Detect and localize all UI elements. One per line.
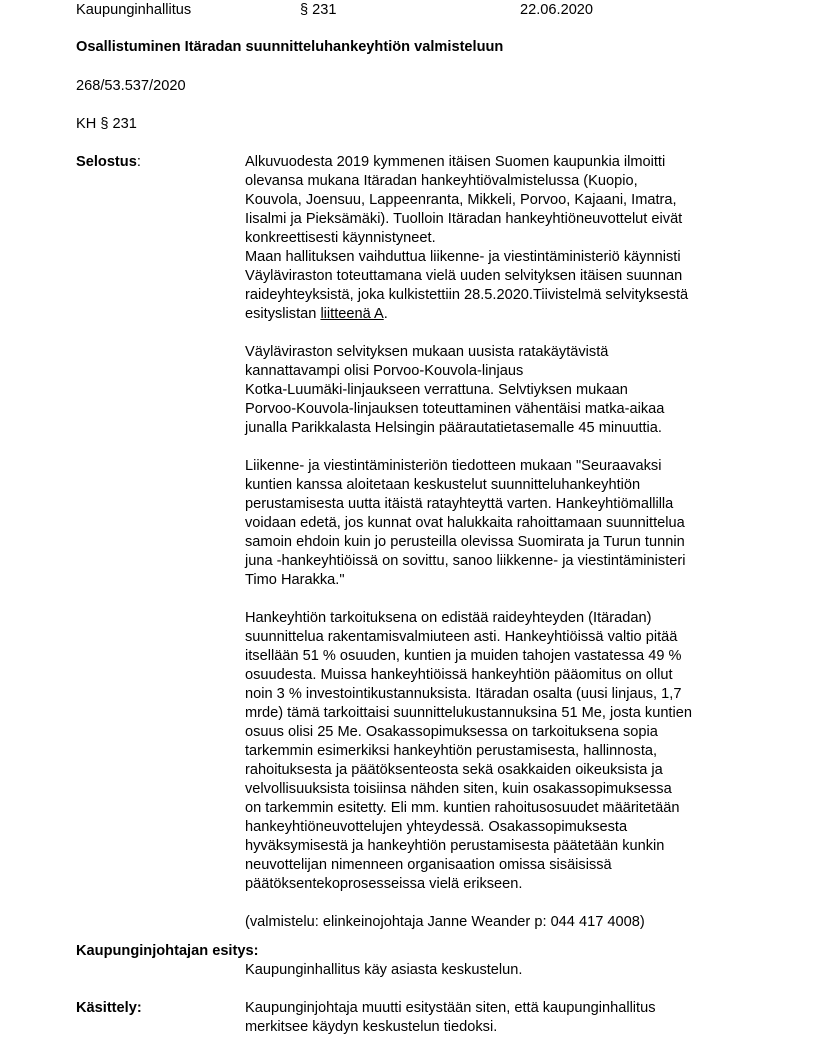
selostus-label: Selostus: (76, 154, 141, 170)
proposal-text: Kaupunginhallitus käy asiasta keskustelun. (245, 962, 523, 978)
text-line: merkitsee käydyn keskustelun tiedoksi. (245, 1019, 498, 1035)
text-line: päätöksentekoprosesseissa vielä erikseen. (245, 876, 523, 892)
selostus-paragraph-4 (245, 609, 805, 894)
text-line: Hankeyhtiön tarkoituksena on edistää raideyhteyden (Itäradan) (245, 610, 652, 626)
text-line: neuvottelijan nimenneen organisaation omissa sisäisissä (245, 857, 612, 873)
text-line: perustamisesta uutta itäistä ratayhteyttä varten. Hankeyhtiömallilla (245, 496, 674, 512)
proposal-label: Kaupunginjohtajan esitys: (76, 943, 259, 959)
text-line: Kotka-Luumäki-linjaukseen verrattuna. Selvtiyksen mukaan (245, 382, 628, 398)
text-line: junalla Parikkalasta Helsingin päärautatietasemalle 45 minuuttia. (245, 420, 662, 436)
selostus-paragraph-2 (245, 343, 805, 438)
text-fragment: . (383, 306, 388, 322)
text-line: velvollisuuksista toisiinsa nähden siten, kuin osakassopimuksessa (245, 781, 672, 797)
preparer-note: (valmistelu: elinkeinojohtaja Janne Weander p: 044 417 4008) (245, 914, 645, 930)
text-line: Kouvola, Joensuu, Lappeenranta, Mikkeli, Porvoo, Kajaani, Imatra, (245, 192, 677, 208)
text-line: Iisalmi ja Pieksämäki). Tuolloin Itäradan hankeyhtiöneuvottelut eivät (245, 211, 683, 227)
kh-reference: KH § 231 (76, 116, 137, 132)
text-line: suunnittelua rakentamisvalmiuteen asti. Hankeyhtiöissä valtio pitää (245, 629, 678, 645)
text-line: Väyläviraston toteuttamana vielä uuden selvityksen itäisen suunnan (245, 268, 683, 284)
text-line: raideyhteyksistä, joka kulkistettiin 28.5.2020.Tiivistelmä selvityksestä (245, 287, 689, 303)
text-line: Timo Harakka." (245, 572, 345, 588)
text-line: itsellään 51 % osuuden, kuntien ja muiden tahojen vastatessa 49 % (245, 648, 682, 664)
text-line: konkreettisesti käynnistyneet. (245, 230, 436, 246)
reference-number: 268/53.537/2020 (76, 78, 186, 94)
selostus-body (245, 153, 805, 932)
text-line: Porvoo-Kouvola-linjauksen toteuttaminen vähentäisi matka-aikaa (245, 401, 665, 417)
text-line: hankeyhtiöneuvottelujen yhteydessä. Osakassopimuksesta (245, 819, 628, 835)
text-line: kuntien kanssa aloitetaan keskustelut suunnitteluhankeyhtiön (245, 477, 641, 493)
text-line: on tarkemmin esitetty. Eli mm. kuntien rahoitusosuudet määritetään (245, 800, 680, 816)
text-line: Väyläviraston selvityksen mukaan uusista ratakäytävistä (245, 344, 609, 360)
text-line: voidaan edetä, jos kunnat ovat halukkaita rahoittamaan suunnittelua (245, 515, 685, 531)
text-line: mrde) tämä tarkoittaisi suunnittelukustannuksina 51 Me, josta kuntien (245, 705, 692, 721)
text-line: Maan hallituksen vaihduttua liikenne- ja viestintäministeriö käynnisti (245, 249, 681, 265)
selostus-paragraph-1 (245, 153, 805, 324)
text-line: noin 3 % investointikustannuksista. Itäradan osalta (uusi linjaus, 1,7 (245, 686, 682, 702)
selostus-paragraph-3 (245, 457, 805, 590)
text-line: Kaupunginjohtaja muutti esitystään siten, että kaupunginhallitus (245, 1000, 656, 1016)
text-line: Alkuvuodesta 2019 kymmenen itäisen Suomen kaupunkia ilmoitti (245, 154, 666, 170)
text-fragment: esityslistan (245, 306, 321, 322)
text-line: osuudesta. Muissa hankeyhtiöissä hankeyhtiön pääomitus on ollut (245, 667, 673, 683)
text-line: olevansa mukana Itäradan hankeyhtiövalmistelussa (Kuopio, (245, 173, 638, 189)
handling-text (245, 999, 656, 1037)
text-line: kannattavampi olisi Porvoo-Kouvola-linjaus (245, 363, 524, 379)
document-title: Osallistuminen Itäradan suunnitteluhankeyhtiön valmisteluun (76, 39, 504, 55)
text-line (245, 305, 805, 324)
handling-label: Käsittely: (76, 1000, 142, 1016)
text-line: juna -hankeyhtiöissä on sovittu, sanoo liikkenne- ja viestintäministeri (245, 553, 686, 569)
text-line: hyväksymisestä ja hankeyhtiön perustamisesta päätetään kunkin (245, 838, 665, 854)
text-line: osuus olisi 25 Me. Osakassopimuksessa on tarkoituksena sopia (245, 724, 658, 740)
text-line: tarkemmin esimerkiksi hankeyhtiön perustamisesta, hallinnosta, (245, 743, 658, 759)
text-line: Liikenne- ja viestintäministeriön tiedotteen mukaan "Seuraavaksi (245, 458, 662, 474)
attachment-a-link[interactable]: liitteenä A (320, 306, 384, 322)
text-line: samoin ehdoin kuin jo perusteilla olevissa Suomirata ja Turun tunnin (245, 534, 685, 550)
header-body-name: Kaupunginhallitus (76, 2, 192, 18)
text-line: rahoituksesta ja päätöksenteosta sekä osakkaiden oikeuksista ja (245, 762, 663, 778)
header-date: 22.06.2020 (520, 2, 594, 18)
header-section-number: § 231 (300, 2, 337, 18)
